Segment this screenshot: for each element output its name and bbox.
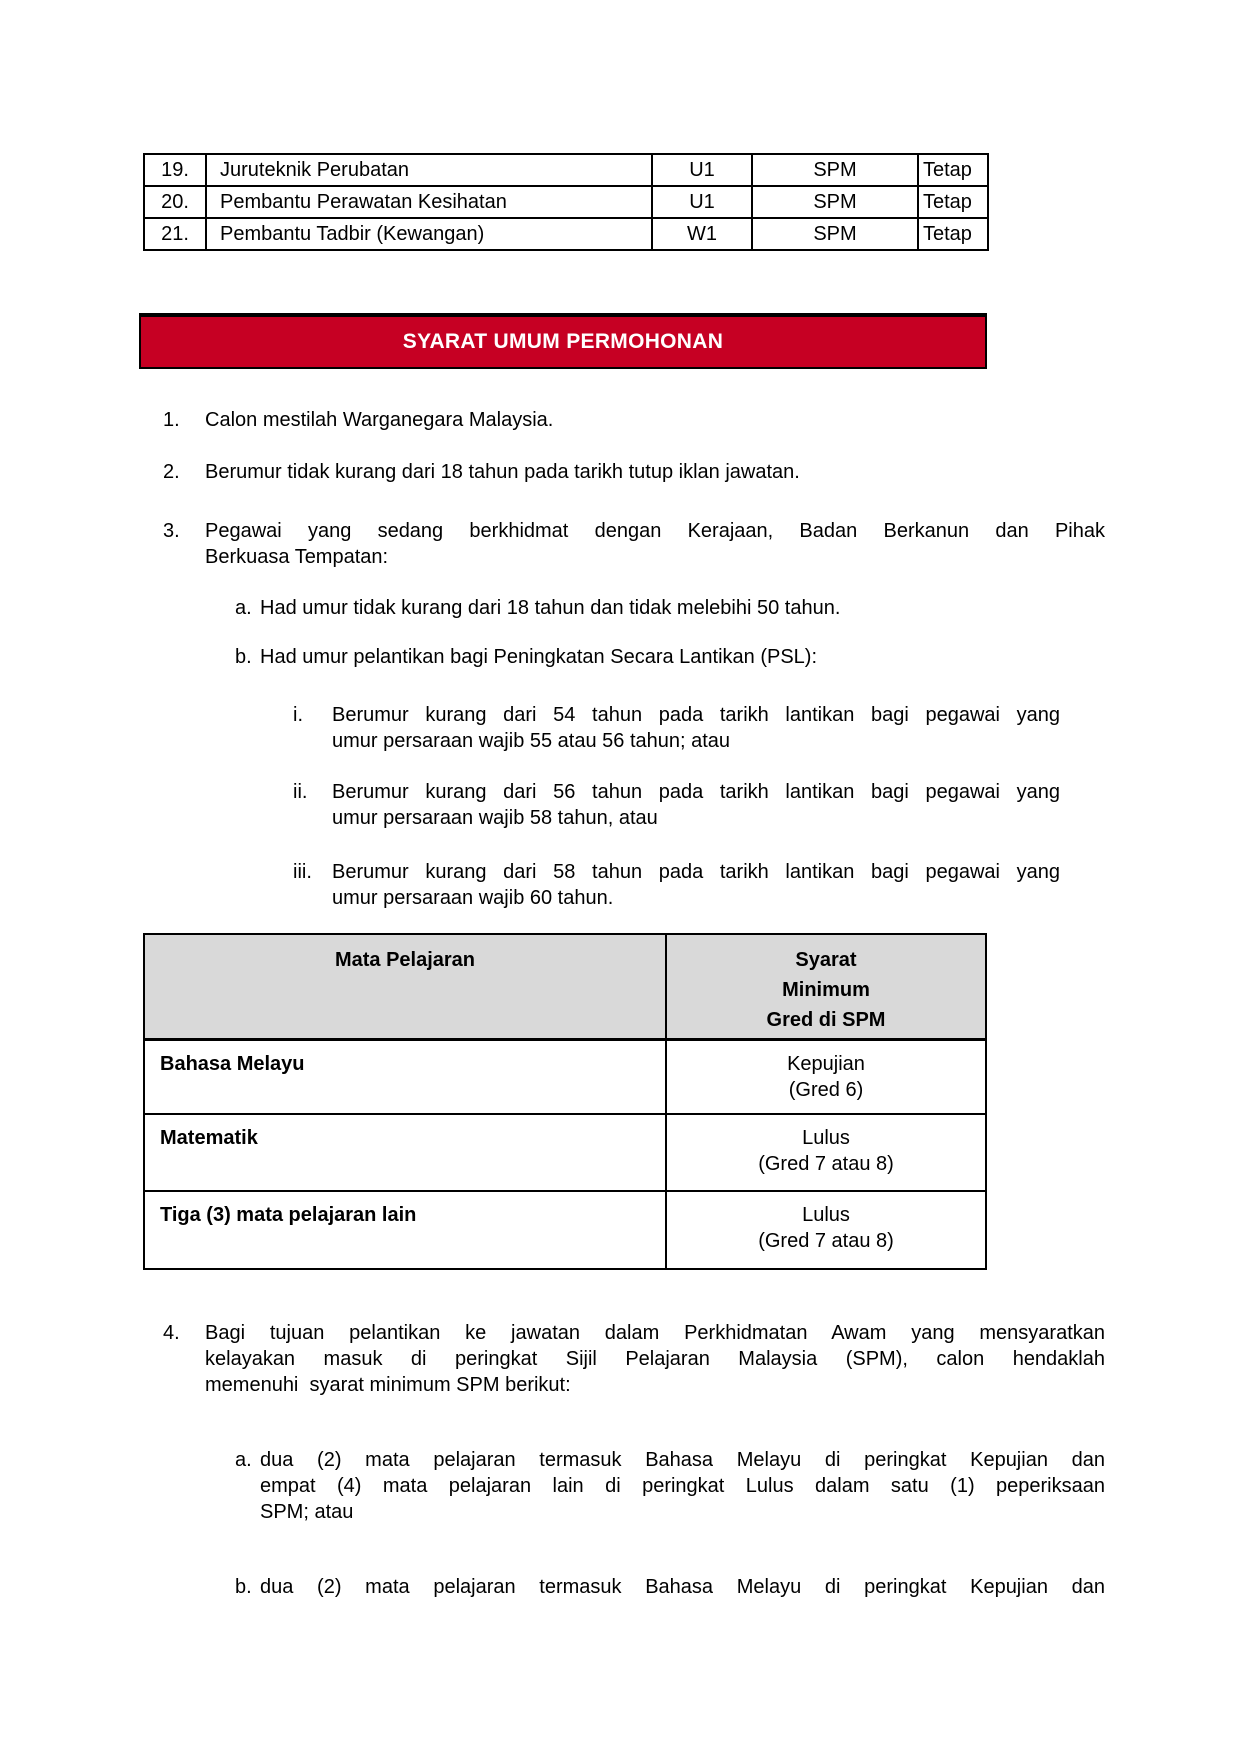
- text-line: SPM; atau: [260, 1501, 354, 1523]
- list-item-3b-iii: [293, 859, 1060, 911]
- text-line: Berumur kurang dari 58 tahun pada tarikh lantikan bagi pegawai yang: [332, 861, 1060, 883]
- cell-qualification: SPM: [752, 154, 918, 186]
- text-line: dua (2) mata pelajaran termasuk Bahasa Melayu di peringkat Kepujian dan: [260, 1576, 1105, 1598]
- list-item-3b-i: [293, 702, 1060, 754]
- text-line: Gred di SPM: [766, 1009, 886, 1031]
- text-line: Had umur tidak kurang dari 18 tahun dan tidak melebihi 50 tahun.: [260, 597, 841, 619]
- text-line: Syarat: [795, 949, 857, 971]
- list-item-number: b.: [235, 1576, 252, 1598]
- text-line: (Gred 7 atau 8): [758, 1153, 894, 1175]
- text-line: Bagi tujuan pelantikan ke jawatan dalam Perkhidmatan Awam yang mensyaratkan: [205, 1322, 1105, 1344]
- jawatan-table: [143, 153, 989, 251]
- cell-row-number: 21.: [144, 218, 206, 250]
- text-line: Berumur kurang dari 56 tahun pada tarikh lantikan bagi pegawai yang: [332, 781, 1060, 803]
- text-line: memenuhi syarat minimum SPM berikut:: [205, 1374, 571, 1396]
- cell-qualification: SPM: [752, 186, 918, 218]
- cell-position-name: Pembantu Tadbir (Kewangan): [206, 218, 652, 250]
- text-line: Berumur tidak kurang dari 18 tahun pada tarikh tutup iklan jawatan.: [205, 461, 800, 483]
- text-line: (Gred 7 atau 8): [758, 1230, 894, 1252]
- list-item-number: 1.: [163, 409, 180, 431]
- cell-subject: Matematik: [144, 1114, 666, 1191]
- list-item-number: 2.: [163, 461, 180, 483]
- text-line: dua (2) mata pelajaran termasuk Bahasa Melayu di peringkat Kepujian dan: [260, 1449, 1105, 1471]
- jawatan-table-row: [144, 154, 988, 186]
- text-line: empat (4) mata pelajaran lain di peringkat Lulus dalam satu (1) peperiksaan: [260, 1475, 1105, 1497]
- list-item-number: b.: [235, 646, 252, 668]
- list-item-4: [163, 1320, 1105, 1398]
- section-banner-title: SYARAT UMUM PERMOHONAN: [402, 330, 724, 353]
- list-item-number: a.: [235, 1449, 252, 1471]
- text-line: umur persaraan wajib 58 tahun, atau: [332, 807, 658, 829]
- list-item-number: 4.: [163, 1322, 180, 1344]
- cell-grade: U1: [652, 186, 752, 218]
- text-line: Berkuasa Tempatan:: [205, 546, 389, 568]
- jawatan-table-row: [144, 218, 988, 250]
- list-item-4b: [235, 1574, 1105, 1600]
- text-line: Lulus: [802, 1127, 850, 1149]
- list-item-number: ii.: [293, 781, 308, 803]
- header-cell-subject: Mata Pelajaran: [144, 934, 666, 1039]
- spm-requirement-table: [143, 933, 987, 1270]
- list-item-number: iii.: [293, 861, 312, 883]
- cell-row-number: 20.: [144, 186, 206, 218]
- text-line: Lulus: [802, 1204, 850, 1226]
- text-line: kelayakan masuk di peringkat Sijil Pelajaran Malaysia (SPM), calon hendaklah: [205, 1348, 1105, 1370]
- list-item-3b: [235, 644, 1105, 670]
- cell-requirement: [666, 1114, 986, 1191]
- cell-row-number: 19.: [144, 154, 206, 186]
- list-item-3a: [235, 595, 1105, 621]
- cell-grade: U1: [652, 154, 752, 186]
- cell-qualification: SPM: [752, 218, 918, 250]
- cell-status: Tetap: [918, 154, 988, 186]
- text-line: Had umur pelantikan bagi Peningkatan Secara Lantikan (PSL):: [260, 646, 818, 668]
- jawatan-table-row: [144, 186, 988, 218]
- cell-position-name: Pembantu Perawatan Kesihatan: [206, 186, 652, 218]
- cell-status: Tetap: [918, 218, 988, 250]
- spm-table-row: [144, 1191, 986, 1269]
- text-line: umur persaraan wajib 55 atau 56 tahun; atau: [332, 730, 731, 752]
- text-line: Pegawai yang sedang berkhidmat dengan Kerajaan, Badan Berkanun dan Pihak: [205, 520, 1105, 542]
- header-cell-requirement: [666, 934, 986, 1039]
- cell-subject: Tiga (3) mata pelajaran lain: [144, 1191, 666, 1269]
- cell-subject: Bahasa Melayu: [144, 1039, 666, 1114]
- text-line: Kepujian: [787, 1052, 865, 1075]
- text-line: Berumur kurang dari 54 tahun pada tarikh lantikan bagi pegawai yang: [332, 704, 1060, 726]
- cell-requirement: [666, 1191, 986, 1269]
- text-line: umur persaraan wajib 60 tahun.: [332, 887, 614, 909]
- list-item-1: [163, 407, 1105, 433]
- cell-grade: W1: [652, 218, 752, 250]
- list-item-3: [163, 518, 1105, 570]
- cell-position-name: Juruteknik Perubatan: [206, 154, 652, 186]
- text-line: Calon mestilah Warganegara Malaysia.: [205, 409, 554, 431]
- cell-status: Tetap: [918, 186, 988, 218]
- list-item-4a: [235, 1447, 1105, 1525]
- cell-requirement: [666, 1039, 986, 1114]
- text-line: Minimum: [782, 979, 870, 1001]
- list-item-number: a.: [235, 597, 252, 619]
- text-line: (Gred 6): [788, 1078, 864, 1101]
- list-item-number: i.: [293, 704, 303, 726]
- list-item-2: [163, 459, 1105, 485]
- spm-table-row: [144, 1039, 986, 1114]
- list-item-3b-ii: [293, 779, 1060, 831]
- spm-table-row: [144, 1114, 986, 1191]
- spm-table-header-row: [144, 934, 986, 1039]
- list-item-number: 3.: [163, 520, 180, 542]
- section-banner: [139, 313, 987, 369]
